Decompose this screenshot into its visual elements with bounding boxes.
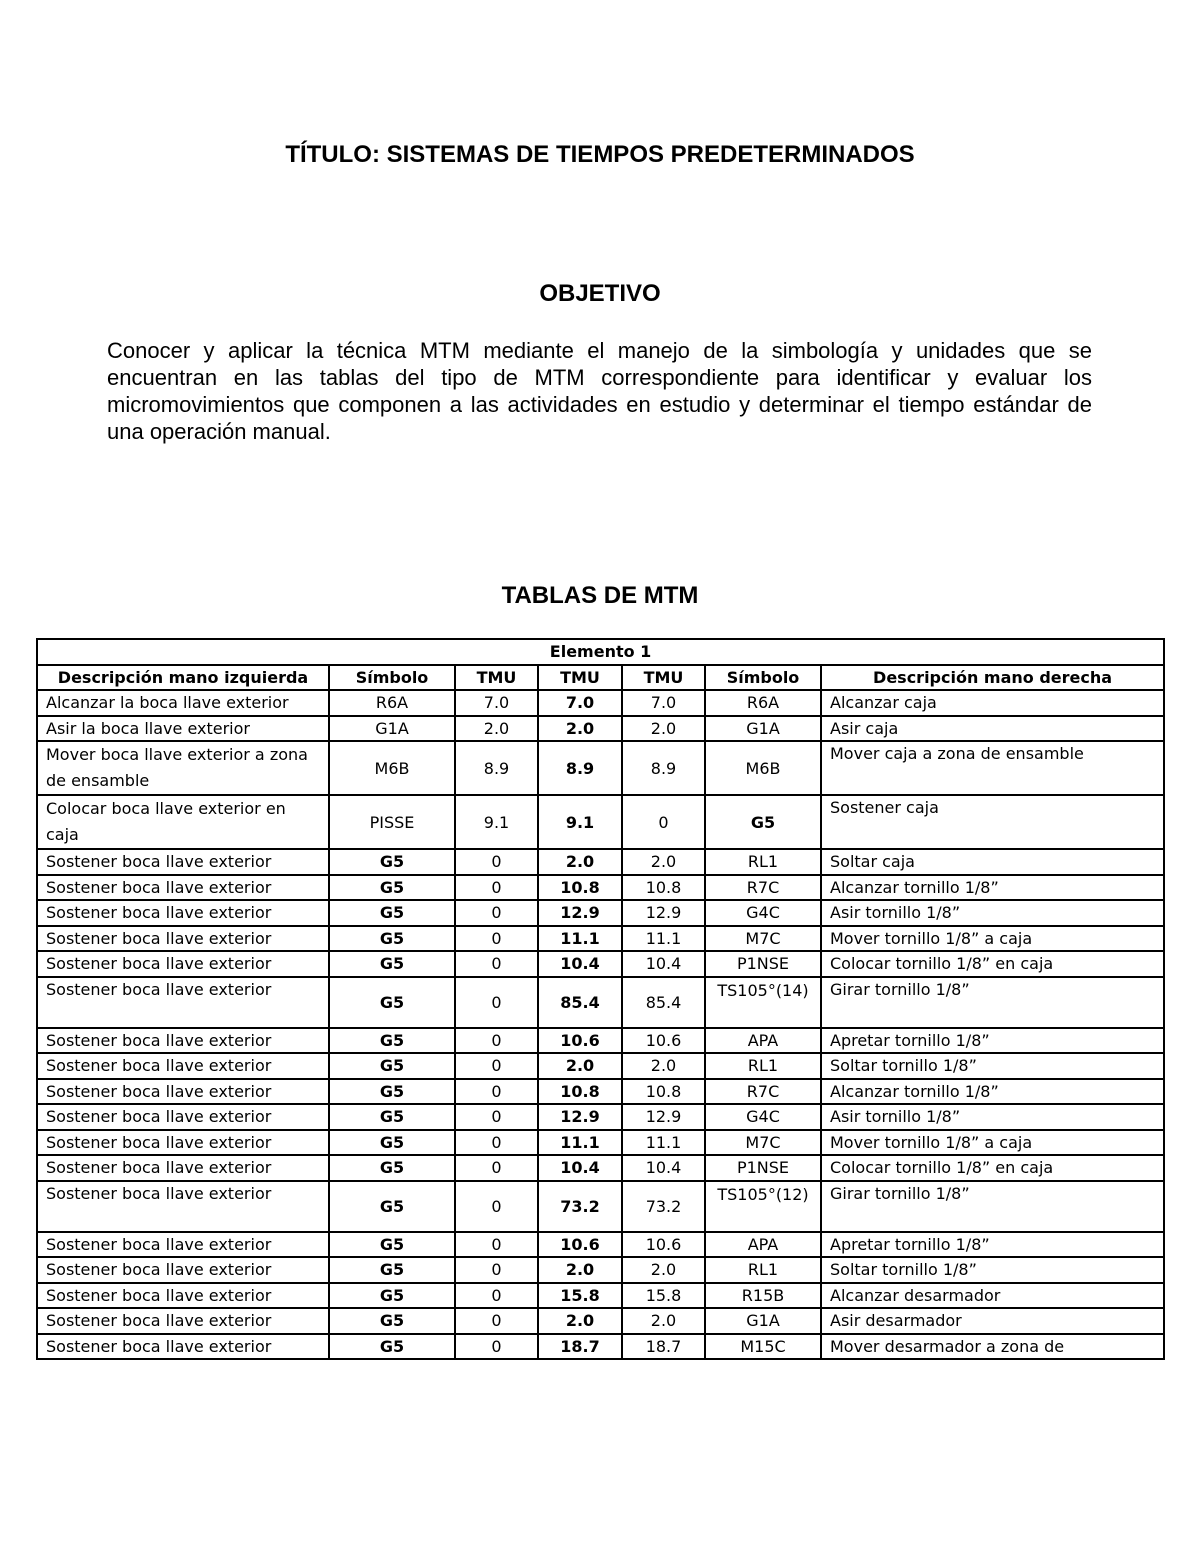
left-symbol-cell: G5 xyxy=(329,875,455,901)
table-row xyxy=(37,1155,1164,1181)
tmu-left-cell: 0 xyxy=(455,1232,538,1258)
tmu-cell: 10.6 xyxy=(538,1028,622,1054)
right-description-cell: Apretar tornillo 1/8” xyxy=(821,1028,1164,1054)
right-description-cell: Soltar tornillo 1/8” xyxy=(821,1053,1164,1079)
right-description-cell: Girar tornillo 1/8” xyxy=(821,1181,1164,1232)
left-description-cell: Sostener boca llave exterior xyxy=(37,875,329,901)
right-description-cell: Apretar tornillo 1/8” xyxy=(821,1232,1164,1258)
objective-heading: OBJETIVO xyxy=(539,280,661,307)
right-symbol-cell: M15C xyxy=(705,1334,821,1360)
tmu-left-cell: 2.0 xyxy=(455,716,538,742)
header-right-description: Descripción mano derecha xyxy=(821,665,1164,691)
tmu-right-cell: 85.4 xyxy=(622,977,705,1028)
right-symbol-cell: RL1 xyxy=(705,1053,821,1079)
tmu-left-cell: 0 xyxy=(455,1257,538,1283)
table-row xyxy=(37,1053,1164,1079)
left-description-cell: Sostener boca llave exterior xyxy=(37,1028,329,1054)
left-description-cell: Sostener boca llave exterior xyxy=(37,951,329,977)
right-symbol-cell: R7C xyxy=(705,875,821,901)
tmu-cell: 11.1 xyxy=(538,926,622,952)
table-row xyxy=(37,875,1164,901)
table-row xyxy=(37,951,1164,977)
table-row xyxy=(37,716,1164,742)
right-description-cell: Asir desarmador xyxy=(821,1308,1164,1334)
tmu-right-cell: 10.4 xyxy=(622,951,705,977)
table-row xyxy=(37,1232,1164,1258)
tmu-left-cell: 0 xyxy=(455,849,538,875)
left-description-cell: Sostener boca llave exterior xyxy=(37,1181,329,1232)
left-description-cell: Alcanzar la boca llave exterior xyxy=(37,690,329,716)
table-row xyxy=(37,1079,1164,1105)
tmu-right-cell: 2.0 xyxy=(622,716,705,742)
tmu-right-cell: 10.4 xyxy=(622,1155,705,1181)
right-symbol-cell: R15B xyxy=(705,1283,821,1309)
left-description-cell: Sostener boca llave exterior xyxy=(37,1155,329,1181)
left-symbol-cell: G5 xyxy=(329,1283,455,1309)
left-description-cell: Asir la boca llave exterior xyxy=(37,716,329,742)
right-symbol-cell: RL1 xyxy=(705,1257,821,1283)
left-symbol-cell: R6A xyxy=(329,690,455,716)
tmu-right-cell: 2.0 xyxy=(622,1053,705,1079)
left-symbol-cell: G5 xyxy=(329,1334,455,1360)
left-symbol-cell: G5 xyxy=(329,1308,455,1334)
tmu-right-cell: 0 xyxy=(622,795,705,849)
tmu-cell: 85.4 xyxy=(538,977,622,1028)
left-description-cell: Colocar boca llave exterior en caja xyxy=(37,795,329,849)
left-description-cell: Sostener boca llave exterior xyxy=(37,977,329,1028)
left-symbol-cell: G5 xyxy=(329,977,455,1028)
right-description-cell: Alcanzar tornillo 1/8” xyxy=(821,875,1164,901)
left-symbol-cell: G5 xyxy=(329,1053,455,1079)
tmu-cell: 2.0 xyxy=(538,1053,622,1079)
left-symbol-cell: G5 xyxy=(329,1079,455,1105)
tmu-right-cell: 2.0 xyxy=(622,849,705,875)
tmu-right-cell: 11.1 xyxy=(622,1130,705,1156)
table-row xyxy=(37,795,1164,849)
right-description-cell: Colocar tornillo 1/8” en caja xyxy=(821,1155,1164,1181)
left-description-cell: Sostener boca llave exterior xyxy=(37,1130,329,1156)
tmu-left-cell: 0 xyxy=(455,1181,538,1232)
header-tmu: TMU xyxy=(538,665,622,691)
right-description-cell: Sostener caja xyxy=(821,795,1164,849)
right-description-cell: Mover tornillo 1/8” a caja xyxy=(821,1130,1164,1156)
table-row xyxy=(37,1334,1164,1360)
tmu-cell: 18.7 xyxy=(538,1334,622,1360)
tmu-cell: 10.4 xyxy=(538,1155,622,1181)
right-symbol-cell: G5 xyxy=(705,795,821,849)
tables-heading: TABLAS DE MTM xyxy=(501,582,699,609)
tmu-right-cell: 12.9 xyxy=(622,1104,705,1130)
tmu-cell: 2.0 xyxy=(538,1257,622,1283)
right-symbol-cell: RL1 xyxy=(705,849,821,875)
right-description-cell: Asir tornillo 1/8” xyxy=(821,900,1164,926)
left-description-cell: Sostener boca llave exterior xyxy=(37,1232,329,1258)
tmu-right-cell: 11.1 xyxy=(622,926,705,952)
tmu-cell: 8.9 xyxy=(538,741,622,795)
tmu-cell: 73.2 xyxy=(538,1181,622,1232)
left-symbol-cell: PISSE xyxy=(329,795,455,849)
table-body xyxy=(37,690,1164,1359)
tmu-left-cell: 0 xyxy=(455,951,538,977)
tmu-right-cell: 10.8 xyxy=(622,875,705,901)
tmu-right-cell: 2.0 xyxy=(622,1257,705,1283)
right-description-cell: Colocar tornillo 1/8” en caja xyxy=(821,951,1164,977)
left-symbol-cell: G5 xyxy=(329,951,455,977)
left-symbol-cell: G5 xyxy=(329,900,455,926)
tmu-cell: 2.0 xyxy=(538,1308,622,1334)
table-row xyxy=(37,1308,1164,1334)
left-symbol-cell: G1A xyxy=(329,716,455,742)
right-symbol-cell: TS105°(14) xyxy=(705,977,821,1028)
right-symbol-cell: M7C xyxy=(705,1130,821,1156)
tmu-left-cell: 0 xyxy=(455,875,538,901)
right-description-cell: Alcanzar tornillo 1/8” xyxy=(821,1079,1164,1105)
tmu-left-cell: 0 xyxy=(455,1053,538,1079)
tmu-cell: 2.0 xyxy=(538,716,622,742)
tmu-left-cell: 0 xyxy=(455,1130,538,1156)
right-description-cell: Girar tornillo 1/8” xyxy=(821,977,1164,1028)
tmu-cell: 12.9 xyxy=(538,1104,622,1130)
table-row xyxy=(37,1283,1164,1309)
right-description-cell: Mover caja a zona de ensamble xyxy=(821,741,1164,795)
tmu-right-cell: 2.0 xyxy=(622,1308,705,1334)
header-left-description: Descripción mano izquierda xyxy=(37,665,329,691)
tmu-left-cell: 0 xyxy=(455,926,538,952)
left-description-cell: Sostener boca llave exterior xyxy=(37,849,329,875)
tmu-left-cell: 0 xyxy=(455,1028,538,1054)
table-row xyxy=(37,926,1164,952)
tmu-right-cell: 7.0 xyxy=(622,690,705,716)
right-symbol-cell: G1A xyxy=(705,1308,821,1334)
left-description-cell: Sostener boca llave exterior xyxy=(37,1257,329,1283)
table-row xyxy=(37,1028,1164,1054)
tmu-left-cell: 8.9 xyxy=(455,741,538,795)
tmu-cell: 2.0 xyxy=(538,849,622,875)
left-symbol-cell: G5 xyxy=(329,1104,455,1130)
right-symbol-cell: APA xyxy=(705,1232,821,1258)
header-left-symbol: Símbolo xyxy=(329,665,455,691)
tmu-right-cell: 73.2 xyxy=(622,1181,705,1232)
left-description-cell: Sostener boca llave exterior xyxy=(37,1104,329,1130)
tmu-cell: 10.8 xyxy=(538,875,622,901)
left-description-cell: Sostener boca llave exterior xyxy=(37,1053,329,1079)
right-symbol-cell: P1NSE xyxy=(705,951,821,977)
table-row xyxy=(37,1104,1164,1130)
right-symbol-cell: G4C xyxy=(705,1104,821,1130)
table-row xyxy=(37,741,1164,795)
right-symbol-cell: M7C xyxy=(705,926,821,952)
tmu-left-cell: 0 xyxy=(455,1308,538,1334)
left-description-cell: Sostener boca llave exterior xyxy=(37,1283,329,1309)
table-row xyxy=(37,1257,1164,1283)
left-description-cell: Sostener boca llave exterior xyxy=(37,1334,329,1360)
tmu-left-cell: 0 xyxy=(455,900,538,926)
tmu-left-cell: 0 xyxy=(455,1104,538,1130)
tmu-right-cell: 10.6 xyxy=(622,1028,705,1054)
left-description-cell: Sostener boca llave exterior xyxy=(37,1308,329,1334)
tmu-cell: 10.4 xyxy=(538,951,622,977)
tmu-left-cell: 7.0 xyxy=(455,690,538,716)
right-description-cell: Asir tornillo 1/8” xyxy=(821,1104,1164,1130)
tmu-right-cell: 10.8 xyxy=(622,1079,705,1105)
right-symbol-cell: TS105°(12) xyxy=(705,1181,821,1232)
header-tmu-right: TMU xyxy=(622,665,705,691)
left-description-cell: Sostener boca llave exterior xyxy=(37,926,329,952)
left-symbol-cell: M6B xyxy=(329,741,455,795)
right-symbol-cell: M6B xyxy=(705,741,821,795)
left-symbol-cell: G5 xyxy=(329,1181,455,1232)
left-description-cell: Sostener boca llave exterior xyxy=(37,900,329,926)
tmu-right-cell: 15.8 xyxy=(622,1283,705,1309)
tmu-right-cell: 12.9 xyxy=(622,900,705,926)
right-symbol-cell: G1A xyxy=(705,716,821,742)
right-description-cell: Mover desarmador a zona de xyxy=(821,1334,1164,1360)
right-description-cell: Asir caja xyxy=(821,716,1164,742)
tmu-right-cell: 8.9 xyxy=(622,741,705,795)
left-symbol-cell: G5 xyxy=(329,1028,455,1054)
tmu-cell: 10.6 xyxy=(538,1232,622,1258)
tmu-left-cell: 9.1 xyxy=(455,795,538,849)
table-row xyxy=(37,849,1164,875)
header-row xyxy=(37,665,1164,691)
tmu-left-cell: 0 xyxy=(455,1334,538,1360)
right-symbol-cell: R6A xyxy=(705,690,821,716)
right-symbol-cell: APA xyxy=(705,1028,821,1054)
left-symbol-cell: G5 xyxy=(329,849,455,875)
mtm-table xyxy=(36,638,1165,1360)
left-symbol-cell: G5 xyxy=(329,926,455,952)
tmu-left-cell: 0 xyxy=(455,1155,538,1181)
header-tmu-left: TMU xyxy=(455,665,538,691)
right-symbol-cell: P1NSE xyxy=(705,1155,821,1181)
left-description-cell: Sostener boca llave exterior xyxy=(37,1079,329,1105)
tmu-left-cell: 0 xyxy=(455,977,538,1028)
tmu-cell: 15.8 xyxy=(538,1283,622,1309)
header-right-symbol: Símbolo xyxy=(705,665,821,691)
table-row xyxy=(37,1181,1164,1232)
tmu-left-cell: 0 xyxy=(455,1079,538,1105)
right-symbol-cell: G4C xyxy=(705,900,821,926)
table-row xyxy=(37,1130,1164,1156)
tmu-cell: 10.8 xyxy=(538,1079,622,1105)
document-title: TÍTULO: SISTEMAS DE TIEMPOS PREDETERMINADOS xyxy=(285,141,915,168)
objective-paragraph: Conocer y aplicar la técnica MTM mediante el manejo de la simbología y unidades que se encuentran en las tablas del tipo de MTM correspondiente para identificar y evaluar los micromovimientos que componen a las actividades en estudio y determinar el tiempo estándar de una operación manual. xyxy=(107,338,1092,444)
right-description-cell: Mover tornillo 1/8” a caja xyxy=(821,926,1164,952)
right-description-cell: Soltar tornillo 1/8” xyxy=(821,1257,1164,1283)
tmu-right-cell: 10.6 xyxy=(622,1232,705,1258)
right-symbol-cell: R7C xyxy=(705,1079,821,1105)
left-symbol-cell: G5 xyxy=(329,1155,455,1181)
tmu-cell: 9.1 xyxy=(538,795,622,849)
left-symbol-cell: G5 xyxy=(329,1232,455,1258)
left-symbol-cell: G5 xyxy=(329,1257,455,1283)
tmu-left-cell: 0 xyxy=(455,1283,538,1309)
table-row xyxy=(37,900,1164,926)
right-description-cell: Alcanzar caja xyxy=(821,690,1164,716)
left-symbol-cell: G5 xyxy=(329,1130,455,1156)
tmu-cell: 12.9 xyxy=(538,900,622,926)
right-description-cell: Soltar caja xyxy=(821,849,1164,875)
tmu-right-cell: 18.7 xyxy=(622,1334,705,1360)
element-title: Elemento 1 xyxy=(37,639,1164,665)
tmu-cell: 7.0 xyxy=(538,690,622,716)
tmu-cell: 11.1 xyxy=(538,1130,622,1156)
right-description-cell: Alcanzar desarmador xyxy=(821,1283,1164,1309)
left-description-cell: Mover boca llave exterior a zona de ensamble xyxy=(37,741,329,795)
table-row xyxy=(37,690,1164,716)
table-row xyxy=(37,977,1164,1028)
